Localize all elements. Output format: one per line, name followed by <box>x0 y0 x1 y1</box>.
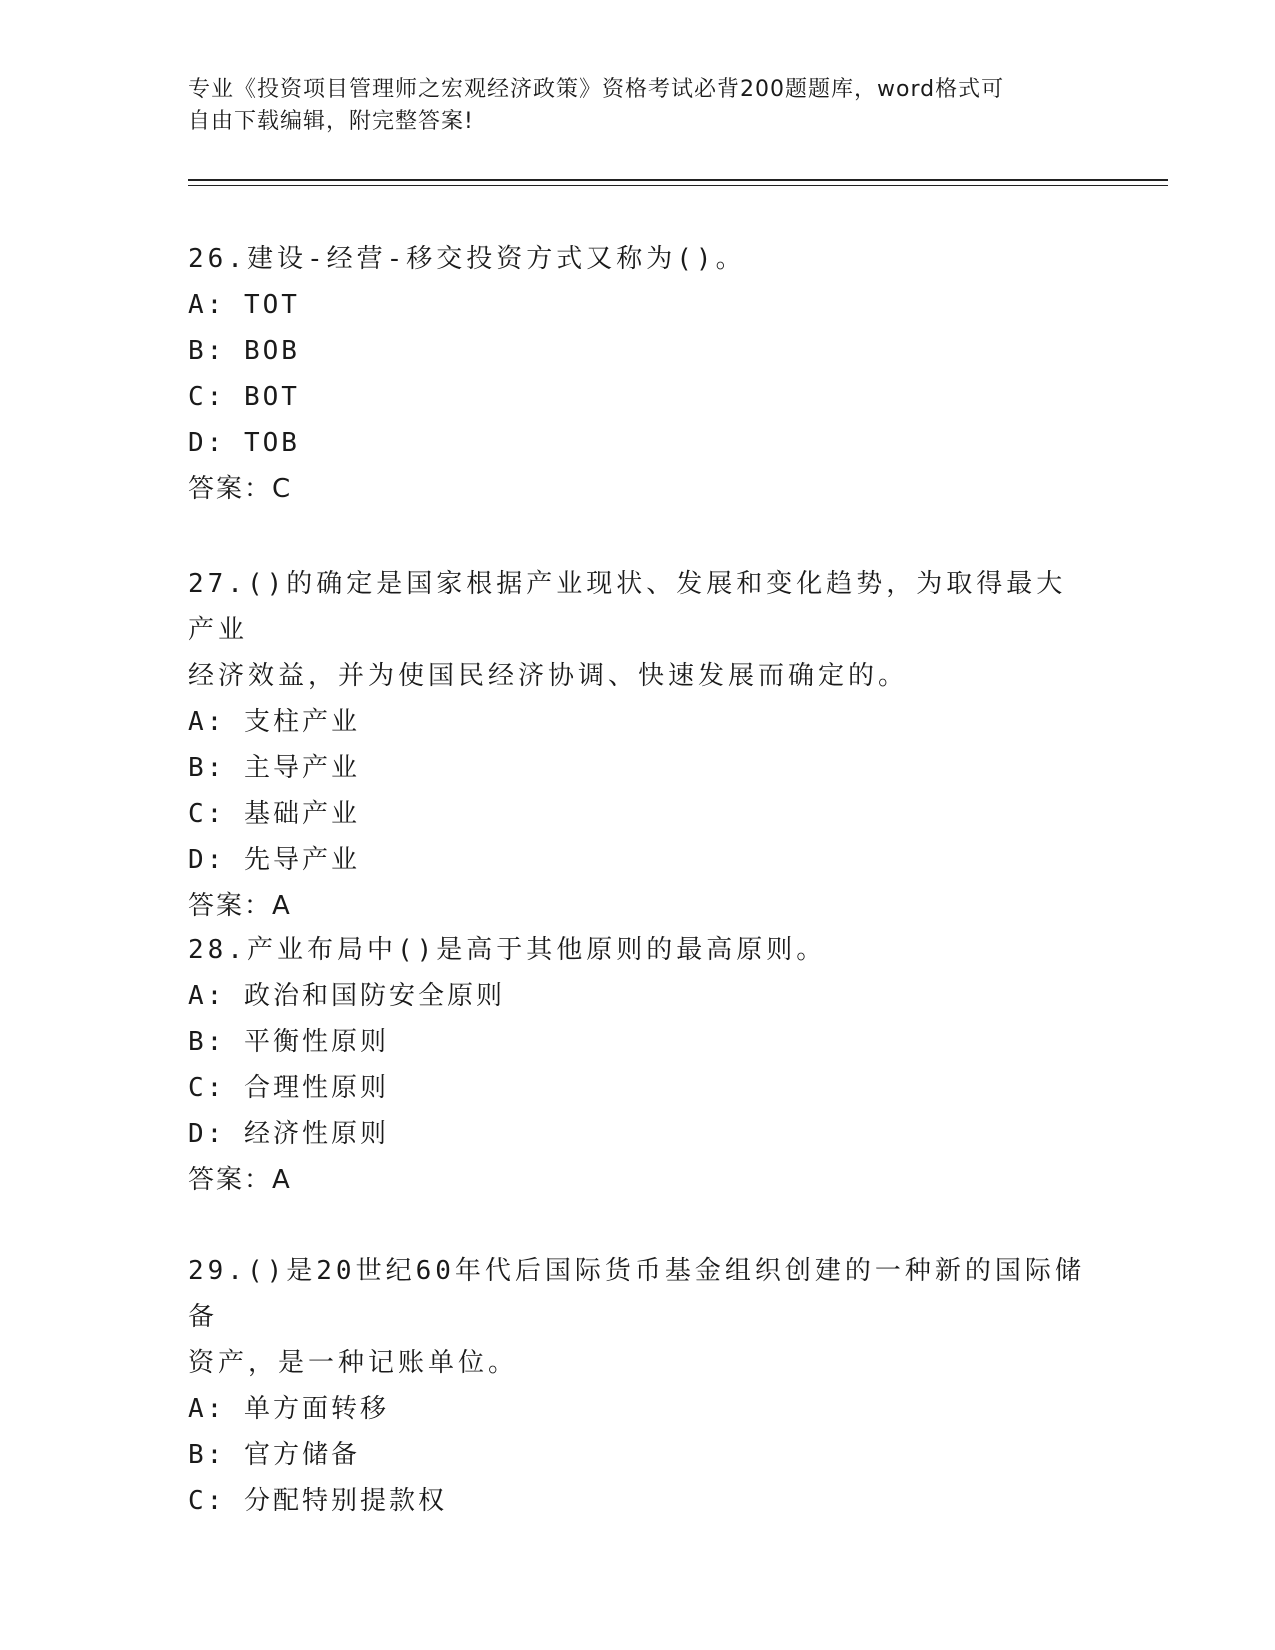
question-29 <box>188 1248 1088 1524</box>
answer-line: 答案：A <box>188 1165 292 1195</box>
question-28 <box>188 927 1088 1203</box>
option-c: C: 基础产业 <box>188 799 360 829</box>
option-c: C: BOT <box>188 382 300 412</box>
header-line-2: 自由下载编辑，附完整答案! <box>188 109 474 134</box>
question-26 <box>188 236 1088 512</box>
question-stem: 28.产业布局中()是高于其他原则的最高原则。 <box>188 935 827 965</box>
option-a: A: 单方面转移 <box>188 1394 389 1424</box>
option-d: D: 先导产业 <box>188 845 360 875</box>
option-b: B: 主导产业 <box>188 753 360 783</box>
option-a: A: TOT <box>188 290 300 320</box>
question-stem-line-1: 27.()的确定是国家根据产业现状、发展和变化趋势，为取得最大产业 <box>188 569 1067 645</box>
header-line-1: 专业《投资项目管理师之宏观经济政策》资格考试必背200题题库，word格式可 <box>188 77 1005 102</box>
option-c: C: 分配特别提款权 <box>188 1486 447 1516</box>
question-stem-line-1: 29.()是20世纪60年代后国际货币基金组织创建的一种新的国际储备 <box>188 1256 1085 1332</box>
option-a: A: 政治和国防安全原则 <box>188 981 505 1011</box>
question-27 <box>188 561 1088 929</box>
question-stem-line-2: 经济效益，并为使国民经济协调、快速发展而确定的。 <box>188 661 909 691</box>
header-divider-thick <box>188 179 1168 181</box>
answer-line: 答案：C <box>188 474 293 504</box>
question-stem-line-2: 资产，是一种记账单位。 <box>188 1348 519 1378</box>
option-b: B: 平衡性原则 <box>188 1027 389 1057</box>
header-divider-thin <box>188 185 1168 186</box>
answer-line: 答案：A <box>188 891 292 921</box>
question-stem: 26.建设-经营-移交投资方式又称为()。 <box>188 244 746 274</box>
option-c: C: 合理性原则 <box>188 1073 389 1103</box>
option-d: D: 经济性原则 <box>188 1119 389 1149</box>
option-d: D: TOB <box>188 428 300 458</box>
option-b: B: 官方储备 <box>188 1440 360 1470</box>
option-b: B: BOB <box>188 336 300 366</box>
option-a: A: 支柱产业 <box>188 707 360 737</box>
document-header <box>188 74 1088 138</box>
